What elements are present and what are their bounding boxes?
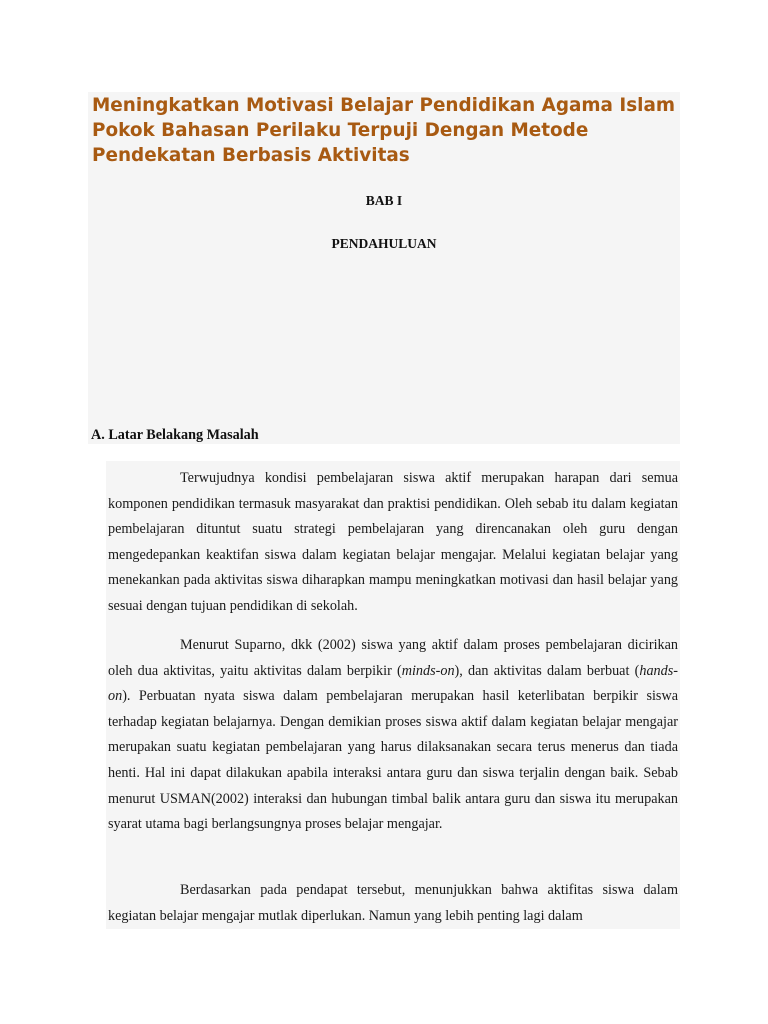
paragraph-2-italic-minds-on: minds-on [401,662,455,679]
paragraph-2-text-a: Menurut Suparno, dkk (2002) siswa yang aktif dalam proses pembelajaran dicirikan oleh dua aktivitas, yaitu aktivitas dalam berpikir ( [108,637,678,679]
chapter-number: BAB I [365,193,403,208]
paragraph-1: Terwujudnya kondisi pembelajaran siswa aktif merupakan harapan dari semua komponen pendidikan termasuk masyarakat dan praktisi pendidikan. Oleh sebab itu dalam kegiatan pembelajaran dituntut suatu strategi pembelajaran yang direncanakan oleh guru dengan mengedepankan keaktifan siswa dalam kegiatan belajar mengajar. Melalui kegiatan belajar yang menekankan pada aktivitas siswa diharapkan mampu meningkatkan motivasi dan hasil belajar yang sesuai dengan tujuan pendidikan di sekolah. [108,470,678,614]
paragraph-3: Berdasarkan pada pendapat tersebut, menunjukkan bahwa aktifitas siswa dalam kegiatan belajar mengajar mutlak diperlukan. Namun yang lebih penting lagi dalam [108,882,678,924]
paragraph-2 [108,633,678,838]
paragraph-2-italic-hands-on: hands-on [108,662,678,705]
paragraph-2-text-c: ). Perbuatan nyata siswa dalam pembelajaran merupakan hasil keterlibatan berpikir siswa terhadap kegiatan belajarnya. Dengan demikian proses siswa aktif dalam kegiatan belajar mengajar merupakan suatu kegiatan pembelajaran yang harus dilaksanakan secara terus menerus dan tiada henti. Hal ini dapat dilakukan apabila interaksi antara guru dan siswa terjalin dengan baik. Sebab menurut USMAN(2002) interaksi dan hubungan timbal balik antara guru dan siswa itu merupakan syarat utama bagi berlangsungnya proses belajar mengajar. [108,688,678,833]
chapter-title: PENDAHULUAN [331,236,437,251]
paragraph-2-text-b: ), dan aktivitas dalam berbuat ( [454,662,640,679]
document-title: Meningkatkan Motivasi Belajar Pendidikan Agama Islam Pokok Bahasan Perilaku Terpuji Dengan Metode Pendekatan Berbasis Aktivitas [92,95,676,166]
section-heading: A. Latar Belakang Masalah [91,427,259,443]
